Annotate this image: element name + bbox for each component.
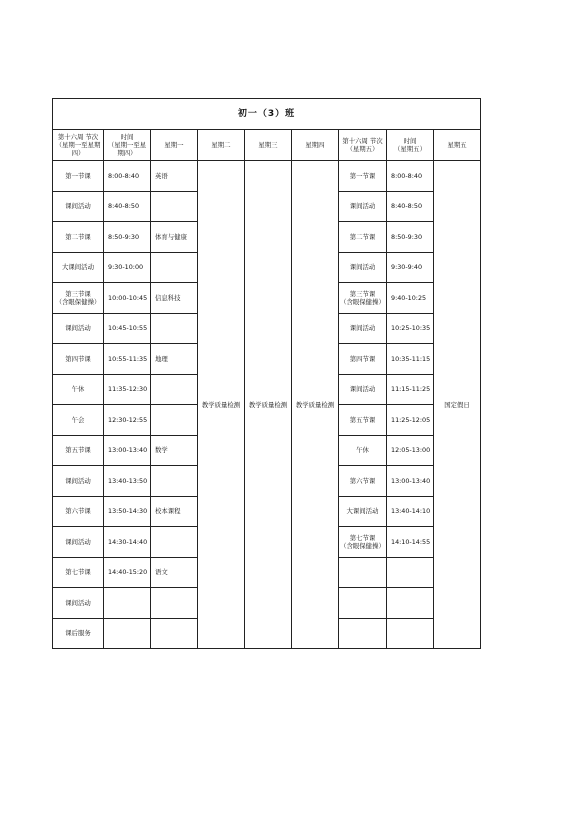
time-cell-mon-thu: 11:35-12:30: [104, 374, 151, 405]
period-cell-mon-thu: 第四节课: [53, 344, 104, 375]
time-cell-fri: 9:30-9:40: [387, 252, 434, 283]
header-time-fri: 时间 （星期五）: [387, 130, 434, 161]
time-cell-mon-thu: 9:30-10:00: [104, 252, 151, 283]
period-cell-mon-thu: 第三节课 （含眼保健操）: [53, 283, 104, 314]
time-cell-mon-thu: 13:00-13:40: [104, 435, 151, 466]
time-cell-mon-thu: 10:00-10:45: [104, 283, 151, 314]
period-cell-fri: 第二节课: [339, 222, 387, 253]
period-cell-mon-thu: 课间活动: [53, 191, 104, 222]
table-title: 初一（3）班: [53, 99, 481, 130]
period-cell-mon-thu: 课后服务: [53, 618, 104, 649]
time-cell-mon-thu: 8:50-9:30: [104, 222, 151, 253]
time-cell-fri: 9:40-10:25: [387, 283, 434, 314]
monday-subject-cell: 英语: [151, 161, 198, 192]
period-cell-fri: 课间活动: [339, 374, 387, 405]
period-cell-mon-thu: 第二节课: [53, 222, 104, 253]
period-cell-mon-thu: 课间活动: [53, 466, 104, 497]
period-cell-fri: 课间活动: [339, 313, 387, 344]
period-cell-fri: [339, 618, 387, 649]
period-cell-fri: 大课间活动: [339, 496, 387, 527]
header-time-mon-thu: 时间 （星期一至星期四）: [104, 130, 151, 161]
monday-subject-cell: 语文: [151, 557, 198, 588]
time-cell-mon-thu: 10:45-10:55: [104, 313, 151, 344]
time-cell-mon-thu: 8:40-8:50: [104, 191, 151, 222]
header-period-fri: 第十六周 节次 （星期五）: [339, 130, 387, 161]
time-cell-fri: 14:10-14:55: [387, 527, 434, 558]
period-cell-fri: 第五节课: [339, 405, 387, 436]
table-row: [53, 161, 481, 192]
time-cell-fri: 10:25-10:35: [387, 313, 434, 344]
monday-subject-cell: 体育与健康: [151, 222, 198, 253]
time-cell-fri: 12:05-13:00: [387, 435, 434, 466]
time-cell-fri: 10:35-11:15: [387, 344, 434, 375]
time-cell-fri: 13:00-13:40: [387, 466, 434, 497]
period-cell-mon-thu: 大课间活动: [53, 252, 104, 283]
period-cell-mon-thu: 课间活动: [53, 527, 104, 558]
time-cell-mon-thu: 12:30-12:55: [104, 405, 151, 436]
time-cell-fri: [387, 557, 434, 588]
period-cell-fri: 第三节课 （含眼保健操）: [339, 283, 387, 314]
period-cell-fri: 第六节课: [339, 466, 387, 497]
monday-subject-cell: [151, 191, 198, 222]
period-cell-mon-thu: 第五节课: [53, 435, 104, 466]
time-cell-mon-thu: 8:00-8:40: [104, 161, 151, 192]
monday-subject-cell: 数学: [151, 435, 198, 466]
header-thursday: 星期四: [292, 130, 339, 161]
header-monday: 星期一: [151, 130, 198, 161]
time-cell-fri: 11:25-12:05: [387, 405, 434, 436]
header-friday: 星期五: [434, 130, 481, 161]
header-period-mon-thu: 第十六周 节次 （星期一至星期四）: [53, 130, 104, 161]
monday-subject-cell: [151, 527, 198, 558]
time-cell-mon-thu: 10:55-11:35: [104, 344, 151, 375]
merged-cell-thu: 教学质量检测: [292, 161, 339, 649]
monday-subject-cell: [151, 313, 198, 344]
period-cell-fri: [339, 588, 387, 619]
period-cell-mon-thu: 第七节课: [53, 557, 104, 588]
time-cell-mon-thu: [104, 618, 151, 649]
period-cell-mon-thu: 第六节课: [53, 496, 104, 527]
period-cell-fri: 午休: [339, 435, 387, 466]
time-cell-fri: [387, 588, 434, 619]
period-cell-mon-thu: 午会: [53, 405, 104, 436]
time-cell-mon-thu: 13:50-14:30: [104, 496, 151, 527]
time-cell-fri: 11:15-11:25: [387, 374, 434, 405]
monday-subject-cell: [151, 405, 198, 436]
period-cell-fri: 第四节课: [339, 344, 387, 375]
time-cell-fri: 13:40-14:10: [387, 496, 434, 527]
time-cell-fri: [387, 618, 434, 649]
merged-cell-tue: 教学质量检测: [198, 161, 245, 649]
monday-subject-cell: 校本课程: [151, 496, 198, 527]
period-cell-fri: 第一节课: [339, 161, 387, 192]
period-cell-mon-thu: 课间活动: [53, 313, 104, 344]
monday-subject-cell: [151, 252, 198, 283]
monday-subject-cell: 地理: [151, 344, 198, 375]
timetable: [52, 98, 481, 649]
merged-cell-wed: 教学质量检测: [245, 161, 292, 649]
time-cell-fri: 8:40-8:50: [387, 191, 434, 222]
time-cell-fri: 8:50-9:30: [387, 222, 434, 253]
header-row: [53, 130, 481, 161]
header-wednesday: 星期三: [245, 130, 292, 161]
period-cell-fri: [339, 557, 387, 588]
time-cell-fri: 8:00-8:40: [387, 161, 434, 192]
period-cell-fri: 第七节课 （含眼保健操）: [339, 527, 387, 558]
time-cell-mon-thu: 14:40-15:20: [104, 557, 151, 588]
monday-subject-cell: [151, 374, 198, 405]
period-cell-mon-thu: 午休: [53, 374, 104, 405]
period-cell-mon-thu: 课间活动: [53, 588, 104, 619]
header-tuesday: 星期二: [198, 130, 245, 161]
monday-subject-cell: [151, 588, 198, 619]
time-cell-mon-thu: 14:30-14:40: [104, 527, 151, 558]
period-cell-fri: 课间活动: [339, 191, 387, 222]
time-cell-mon-thu: [104, 588, 151, 619]
merged-cell-fri: 国定假日: [434, 161, 481, 649]
period-cell-mon-thu: 第一节课: [53, 161, 104, 192]
time-cell-mon-thu: 13:40-13:50: [104, 466, 151, 497]
monday-subject-cell: 信息科技: [151, 283, 198, 314]
period-cell-fri: 课间活动: [339, 252, 387, 283]
timetable-sheet: [52, 98, 480, 649]
monday-subject-cell: [151, 466, 198, 497]
monday-subject-cell: [151, 618, 198, 649]
